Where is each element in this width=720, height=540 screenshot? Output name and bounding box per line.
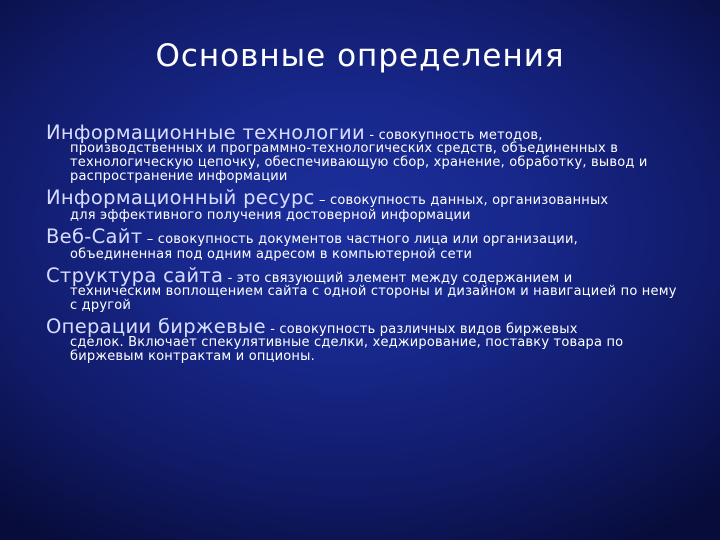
definition-lead: – совокупность документов частного лица или организации, — [142, 232, 578, 247]
definition-term: Структура сайта — [46, 264, 224, 287]
definition-lead: - совокупность методов, — [365, 128, 543, 143]
definition-lead: - совокупность различных видов биржевых — [265, 322, 578, 337]
definition-item — [46, 122, 686, 184]
definition-text: техническим воплощением сайта с одной стороны и дизайном и навигацией по нему с другой — [70, 284, 677, 313]
definitions-list — [46, 122, 686, 367]
definition-item — [46, 316, 686, 364]
slide-title: Основные определения — [155, 38, 565, 74]
definition-item — [46, 265, 686, 313]
definition-item — [46, 226, 686, 262]
definition-lead: - это связующий элемент между содержанием и — [223, 271, 573, 286]
definition-term: Информационные технологии — [46, 121, 366, 144]
definition-lead: – совокупность данных, организованных — [314, 193, 609, 208]
definition-text: для эффективного получения достоверной информации — [70, 208, 471, 223]
definition-text: сделок. Включает спекулятивные сделки, хеджирование, поставку товара по биржевым контрактам и опционы. — [70, 335, 624, 364]
definition-text: объединенная под одним адресом в компьютерной сети — [70, 247, 473, 262]
definition-text: производственных и программно-технологических средств, объединенных в технологическую цепочку, обеспечивающую сбор, хранение, обработку, вывод и распространение информации — [70, 141, 648, 184]
definition-item — [46, 187, 686, 223]
definition-term: Веб-Сайт — [46, 225, 143, 248]
definition-term: Информационный ресурс — [46, 186, 315, 209]
definition-term: Операции биржевые — [46, 315, 266, 338]
